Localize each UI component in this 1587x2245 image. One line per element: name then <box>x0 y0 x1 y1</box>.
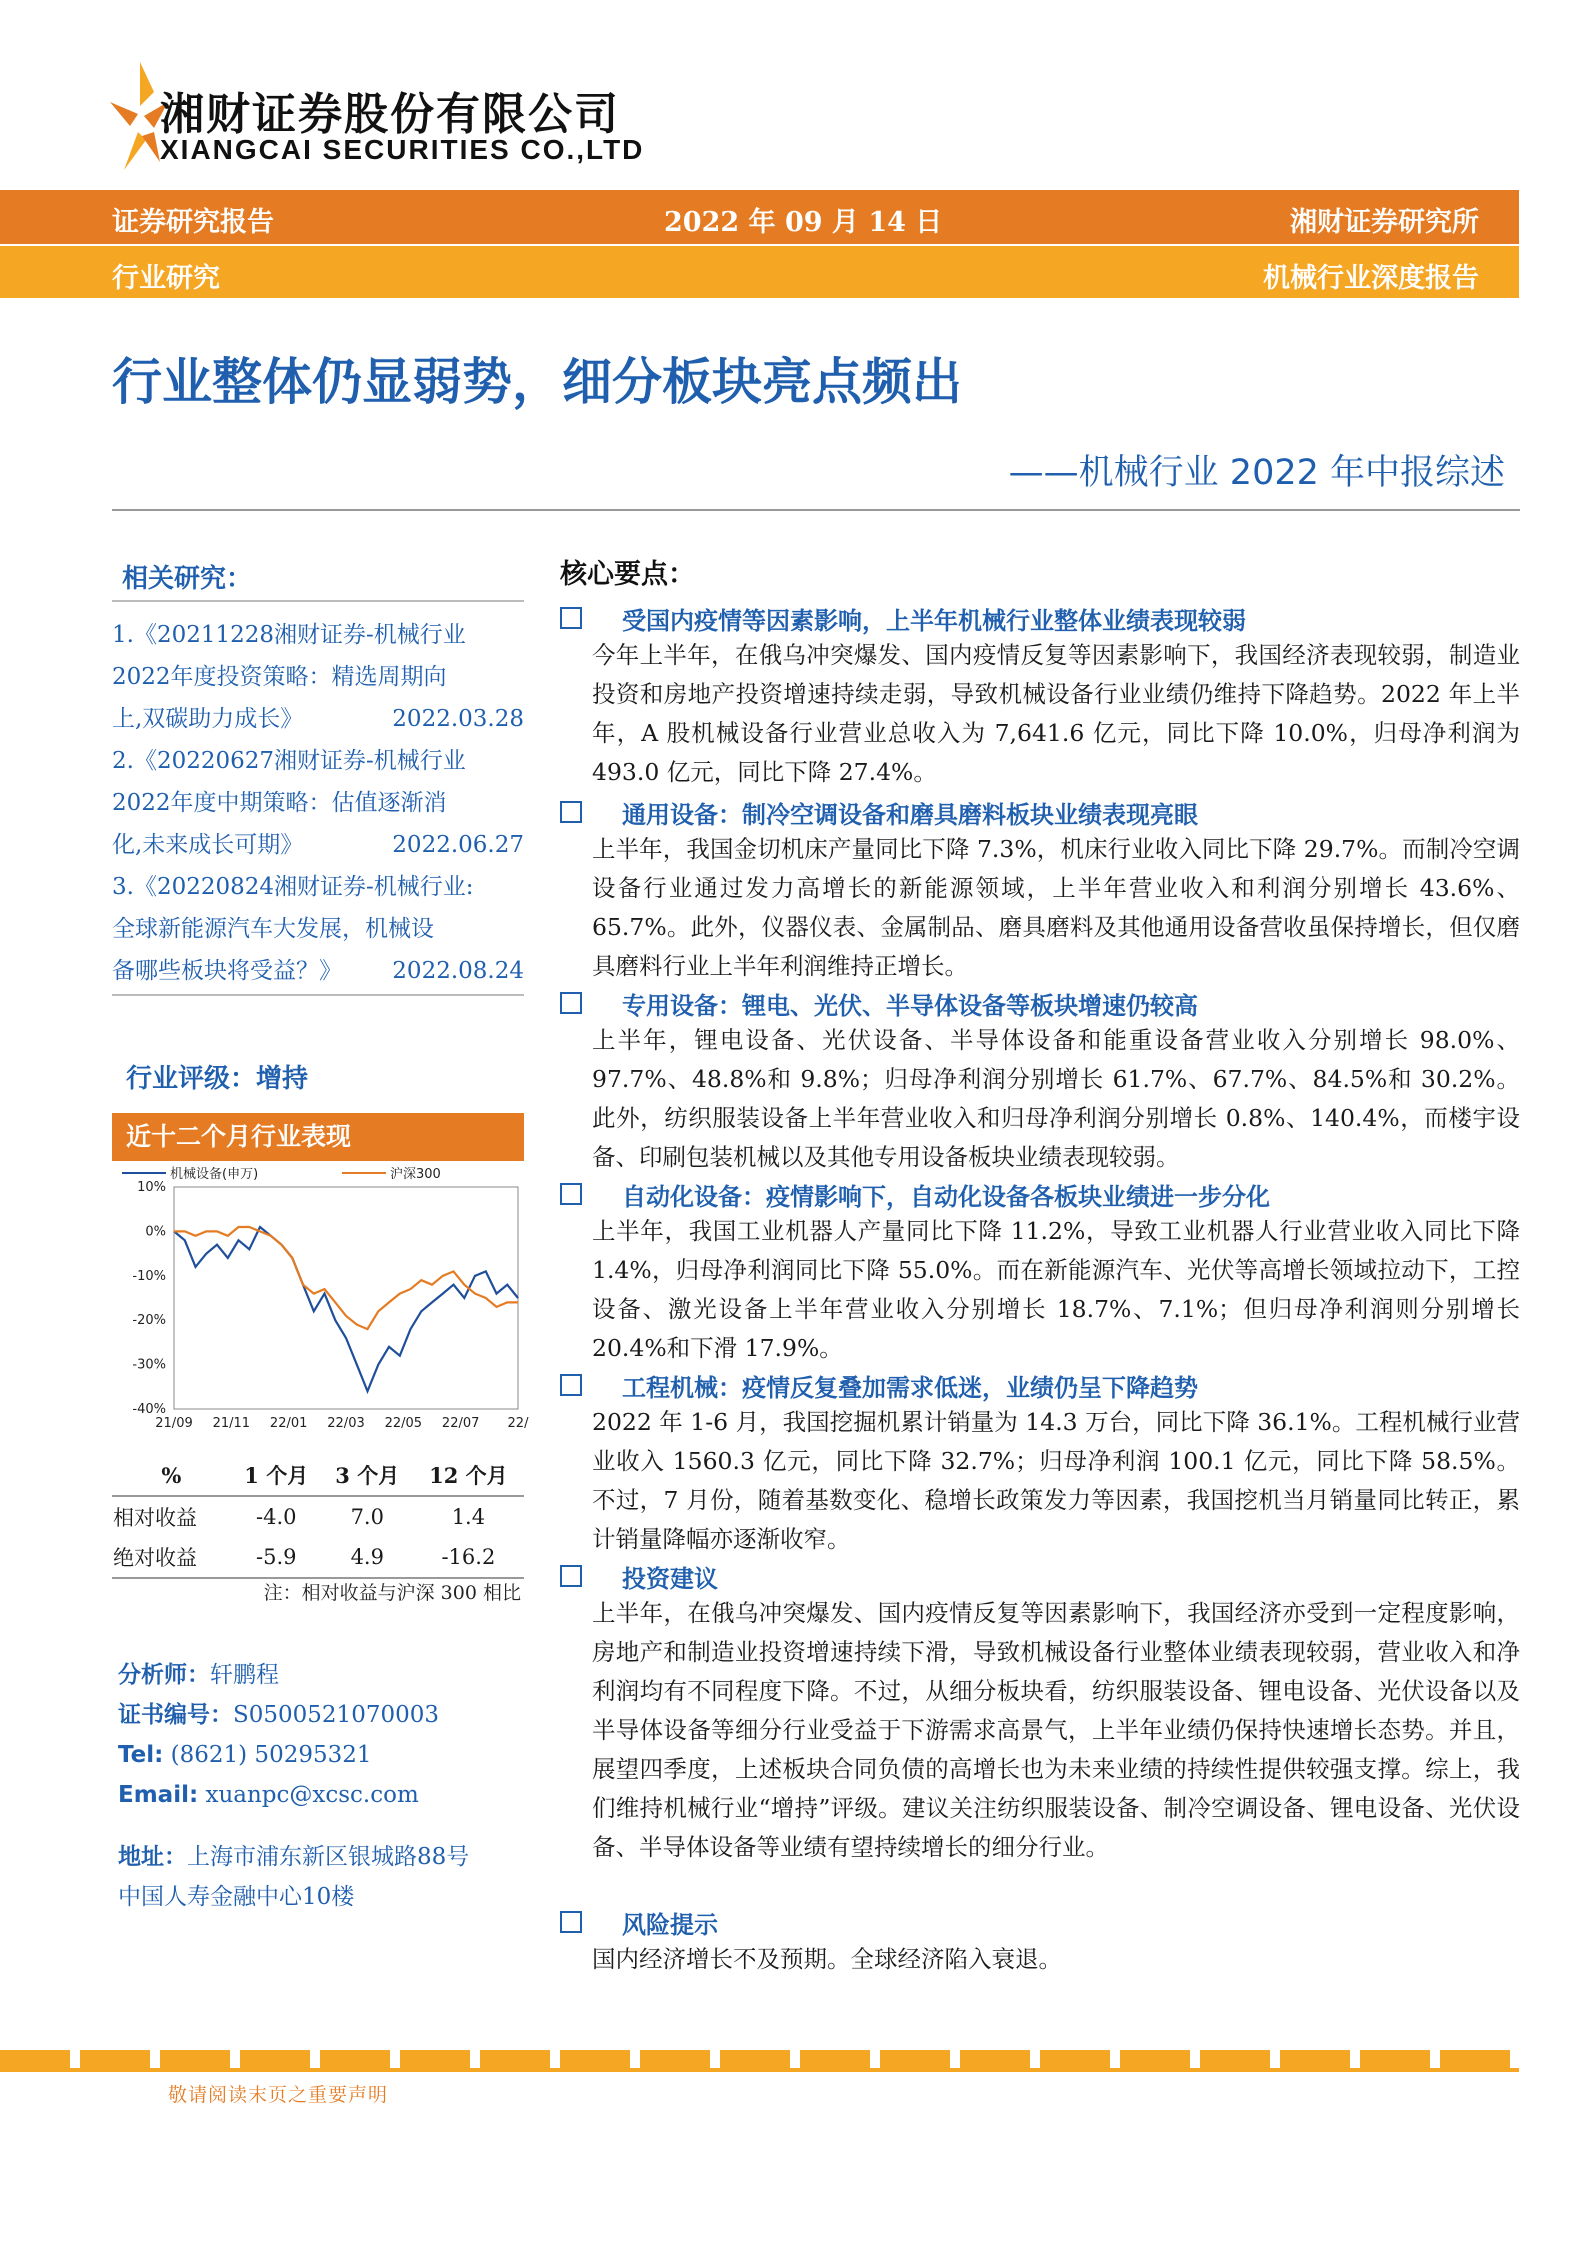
key-point <box>560 794 1520 986</box>
industry-rating: 行业评级：增持 <box>126 1064 309 1094</box>
table-header: 12 个月 <box>413 1455 524 1496</box>
related-line: 上,双碳助力成长》 <box>112 706 304 732</box>
related-list <box>112 614 524 992</box>
x-tick-label: 22/01 <box>269 1416 308 1431</box>
table-row <box>112 1537 524 1578</box>
cert-label: 证书编号： <box>118 1702 233 1728</box>
report-title: 行业整体仍显弱势，细分板块亮点频出 <box>112 353 962 411</box>
x-tick-label: 21/09 <box>155 1416 193 1431</box>
point-body: 2022 年 1-6 月，我国挖掘机累计销量为 14.3 万台，同比下降 36.1%。工程机械行业营业收入 1560.3 亿元，同比下降 32.7%；归母净利润 100.1 亿元，同比下降 58.5%。不过，7 月份，随着基数变化、稳增长政策发力等因素，我国挖机当月销量同比转正，累计销量降幅亦逐渐收窄。 <box>592 1408 1520 1553</box>
point-heading: 受国内疫情等因素影响，上半年机械行业整体业绩表现较弱 <box>622 606 1246 635</box>
series-line <box>174 1227 518 1329</box>
x-tick-label: 22/07 <box>441 1416 480 1431</box>
email-label: Email: <box>118 1782 199 1808</box>
footer-band <box>0 2050 1519 2068</box>
report-subtitle: ——机械行业 2022 年中报综述 <box>1008 453 1505 493</box>
point-body: 今年上半年，在俄乌冲突爆发、国内疫情反复等因素影响下，我国经济表现较弱，制造业投资和房地产投资增速持续走弱，导致机械设备行业业绩仍维持下降趋势。2022 年上半年，A 股机械设备行业营业总收入为 7,641.6 亿元，同比下降 10.0%，归母净利润为 493.0 亿元，同比下降 27.4%。 <box>592 641 1520 786</box>
analyst-info <box>118 1655 469 1917</box>
related-line: 3.《20220824湘财证券-机械行业: <box>112 874 474 900</box>
x-tick-label: 21/11 <box>212 1416 251 1431</box>
analyst-label: 分析师： <box>118 1662 210 1688</box>
related-date: 2022.08.24 <box>392 958 524 984</box>
series-line <box>174 1227 518 1391</box>
point-body: 国内经济增长不及预期。全球经济陷入衰退。 <box>592 1945 1062 1973</box>
point-heading: 自动化设备：疫情影响下，自动化设备各板块业绩进一步分化 <box>622 1182 1270 1211</box>
checkbox-bullet-icon <box>560 801 582 823</box>
checkbox-bullet-icon <box>560 1911 582 1933</box>
cell: -4.0 <box>255 1505 297 1529</box>
related-line: 2022年度中期策略：估值逐渐消 <box>112 790 447 816</box>
checkbox-bullet-icon <box>560 607 582 629</box>
address-label: 地址： <box>118 1844 187 1870</box>
point-heading: 工程机械：疫情反复叠加需求低迷，业绩仍呈下降趋势 <box>622 1373 1198 1402</box>
checkbox-bullet-icon <box>560 1565 582 1587</box>
y-tick-label: -10% <box>132 1268 166 1284</box>
related-line: 2022年度投资策略：精选周期向 <box>112 664 447 690</box>
key-point <box>560 1558 1520 1867</box>
tel-number: (8621) 50295321 <box>170 1742 372 1768</box>
report-type: 证券研究报告 <box>112 207 274 238</box>
x-tick-label: 22/05 <box>384 1416 423 1431</box>
checkbox-bullet-icon <box>560 1374 582 1396</box>
institute-name: 湘财证券研究所 <box>1290 207 1479 238</box>
returns-note: 注：相对收益与沪深 300 相比 <box>263 1582 521 1604</box>
legend-label: 沪深300 <box>390 1167 441 1182</box>
returns-table <box>112 1455 524 1579</box>
row-label: 绝对收益 <box>112 1537 231 1578</box>
point-body: 上半年，锂电设备、光伏设备、半导体设备和能重设备营业收入分别增长 98.0%、97.7%、48.8%和 9.8%；归母净利润分别增长 61.7%、67.7%、84.5%和 30.2%。此外，纺织服装设备上半年营业收入和归母净利润分别增长 0.8%、140.4%，而楼宇设备、印刷包装机械以及其他专用设备板块业绩表现较弱。 <box>592 1026 1520 1171</box>
related-date: 2022.06.27 <box>392 832 524 858</box>
y-tick-label: -30% <box>132 1357 166 1373</box>
y-tick-label: -20% <box>132 1313 166 1329</box>
table-header: 3 个月 <box>322 1455 413 1496</box>
checkbox-bullet-icon <box>560 992 582 1014</box>
footer-disclaimer: 敬请阅读末页之重要声明 <box>168 2084 389 2106</box>
point-body: 上半年，我国工业机器人产量同比下降 11.2%，导致工业机器人行业营业收入同比下降 1.4%，归母净利润同比下降 55.0%。而在新能源汽车、光伏等高增长领域拉动下，工控设备、激光设备上半年营业收入分别增长 18.7%、7.1%；但归母净利润则分别增长 20.4%和下滑 17.9%。 <box>592 1217 1520 1362</box>
point-body: 上半年，我国金切机床产量同比下降 7.3%，机床行业收入同比下降 29.7%。而制冷空调设备行业通过发力高增长的新能源领域，上半年营业收入和利润分别增长 43.6%、65.7%。此外，仪器仪表、金属制品、磨具磨料及其他通用设备营收虽保持增长，但仅磨具磨料行业上半年利润维持正增长。 <box>592 835 1520 980</box>
related-heading: 相关研究： <box>122 564 253 594</box>
title-divider <box>112 509 1520 511</box>
related-date: 2022.03.28 <box>392 706 524 732</box>
report-category: 行业研究 <box>112 263 220 294</box>
table-row <box>112 1496 524 1537</box>
related-item[interactable] <box>112 740 524 866</box>
footer-line <box>0 2068 1519 2072</box>
related-line: 化,未来成长可期》 <box>112 832 304 858</box>
company-name-cn: 湘财证券股份有限公司 <box>160 89 620 140</box>
checkbox-bullet-icon <box>560 1183 582 1205</box>
table-header: 1 个月 <box>231 1455 322 1496</box>
key-point <box>560 600 1520 792</box>
key-point <box>560 1904 1520 1979</box>
cert-number: S0500521070003 <box>233 1702 439 1728</box>
tel-label: Tel: <box>118 1742 164 1768</box>
performance-chart <box>112 1161 529 1451</box>
related-item[interactable] <box>112 866 524 992</box>
related-item[interactable] <box>112 614 524 740</box>
point-body: 上半年，在俄乌冲突爆发、国内疫情反复等因素影响下，我国经济亦受到一定程度影响，房地产和制造业投资增速持续下滑，导致机械设备行业整体业绩表现较弱，营业收入和净利润均有不同程度下降。不过，从细分板块看，纺织服装设备、锂电设备、光伏设备以及半导体设备等细分行业受益于下游需求高景气，上半年业绩仍保持快速增长态势。并且，展望四季度，上述板块合同负债的高增长也为未来业绩的持续性提供较强支撑。综上，我们维持机械行业“增持”评级。建议关注纺织服装设备、制冷空调设备、锂电设备、光伏设备、半导体设备等业绩有望持续增长的细分行业。 <box>592 1599 1520 1861</box>
address-line: 中国人寿金融中心10楼 <box>118 1884 355 1910</box>
related-line: 备哪些板块将受益？》 <box>112 958 342 984</box>
row-label: 相对收益 <box>113 1506 197 1530</box>
point-heading: 通用设备：制冷空调设备和磨具磨料板块业绩表现亮眼 <box>622 800 1198 829</box>
report-kind: 机械行业深度报告 <box>1263 263 1479 294</box>
cell: 4.9 <box>322 1537 413 1578</box>
email-link[interactable]: xuanpc@xcsc.com <box>205 1782 419 1808</box>
company-name-en: XIANGCAI SECURITIES CO.,LTD <box>160 134 645 165</box>
performance-heading: 近十二个月行业表现 <box>112 1113 524 1161</box>
related-line: 全球新能源汽车大发展，机械设 <box>112 916 434 942</box>
x-tick-label: 22/03 <box>327 1416 365 1431</box>
cell: 7.0 <box>350 1505 384 1529</box>
address-line: 上海市浦东新区银城路88号 <box>187 1844 470 1870</box>
report-date: 2022 年 09 月 14 日 <box>664 207 943 238</box>
key-point <box>560 1367 1520 1559</box>
plot-frame <box>174 1187 518 1409</box>
point-heading: 风险提示 <box>622 1910 718 1939</box>
point-heading: 投资建议 <box>622 1564 718 1593</box>
related-line: 2.《20220627湘财证券-机械行业 <box>112 748 466 774</box>
analyst-name: 轩鹏程 <box>210 1662 279 1688</box>
legend-label: 机械设备(申万) <box>170 1167 259 1182</box>
key-point <box>560 985 1520 1177</box>
related-line: 1.《20211228湘财证券-机械行业 <box>112 622 466 648</box>
table-header-row <box>112 1455 524 1496</box>
key-point <box>560 1176 1520 1368</box>
y-tick-label: 10% <box>137 1180 166 1195</box>
cell: -5.9 <box>231 1537 322 1578</box>
cell: -16.2 <box>413 1537 524 1578</box>
x-tick-label: 22/ <box>507 1416 529 1431</box>
table-header: % <box>112 1455 231 1496</box>
core-heading: 核心要点： <box>560 559 695 590</box>
cell: 1.4 <box>451 1505 486 1529</box>
point-heading: 专用设备：锂电、光伏、半导体设备等板块增速仍较高 <box>622 991 1198 1020</box>
y-tick-label: 0% <box>145 1224 166 1240</box>
y-tick-label: -40% <box>132 1402 166 1417</box>
